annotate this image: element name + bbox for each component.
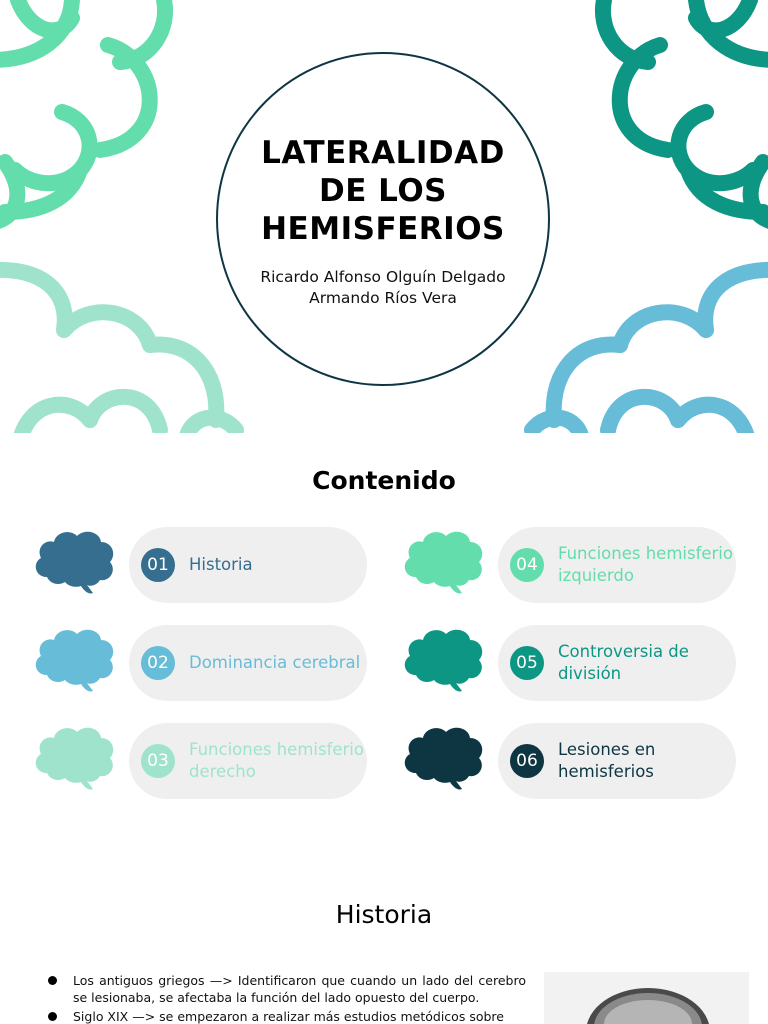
contents-item-03[interactable] [33,723,383,803]
portrait-image [544,972,749,1024]
contents-heading: Contenido [312,466,456,495]
historia-slide [0,863,768,1024]
contents-item-06[interactable] [402,723,752,803]
bullet-dot [48,1012,57,1021]
brain-icon [402,723,484,795]
title-slide [0,0,768,433]
item-label: Historia [189,555,253,574]
contents-item-01[interactable] [33,527,383,607]
contents-item-02[interactable] [33,625,383,705]
brain-outline-bottom-right [532,270,768,433]
list-item [44,972,526,1006]
brain-outline-top-right [603,0,768,222]
presentation-title: LATERALIDAD DE LOS HEMISFERIOS [261,135,505,247]
item-number-badge: 04 [510,548,544,582]
brain-icon [402,527,484,599]
list-item [44,1008,526,1024]
bullet-text: Los antiguos griegos —> Identificaron que cuando un lado del cerebro se lesionaba, se afectaba la función del lado opuesto del cuerpo. [73,973,526,1005]
brain-icon [33,625,115,697]
historia-heading: Historia [335,900,433,929]
item-label: Controversia de división [558,642,689,683]
bullet-dot [48,976,57,985]
contents-slide [0,433,768,863]
item-label: Funciones hemisferio derecho [189,740,364,781]
bullet-text: Siglo XIX —> se empezaron a realizar más estudios metódicos sobre [73,1009,504,1024]
contents-item-04[interactable] [402,527,752,607]
portrait-photo [544,972,749,1024]
author-name: Armando Ríos Vera [309,289,457,307]
brain-icon [402,625,484,697]
item-number-badge: 01 [141,548,175,582]
item-number-badge: 02 [141,646,175,680]
item-number-badge: 03 [141,744,175,778]
item-label: Dominancia cerebral [189,653,361,672]
author-name: Ricardo Alfonso Olguín Delgado [260,268,506,286]
historia-bullet-list [44,972,526,1024]
brain-icon [33,527,115,599]
brain-outline-top-left [0,0,165,222]
item-label: Lesiones en hemisferios [558,740,656,781]
authors [216,267,550,309]
item-number-badge: 05 [510,646,544,680]
item-number-badge: 06 [510,744,544,778]
contents-item-05[interactable] [402,625,752,705]
item-label: Funciones hemisferio izquierdo [558,544,733,585]
brain-icon [33,723,115,795]
brain-outline-bottom-left [0,270,236,433]
